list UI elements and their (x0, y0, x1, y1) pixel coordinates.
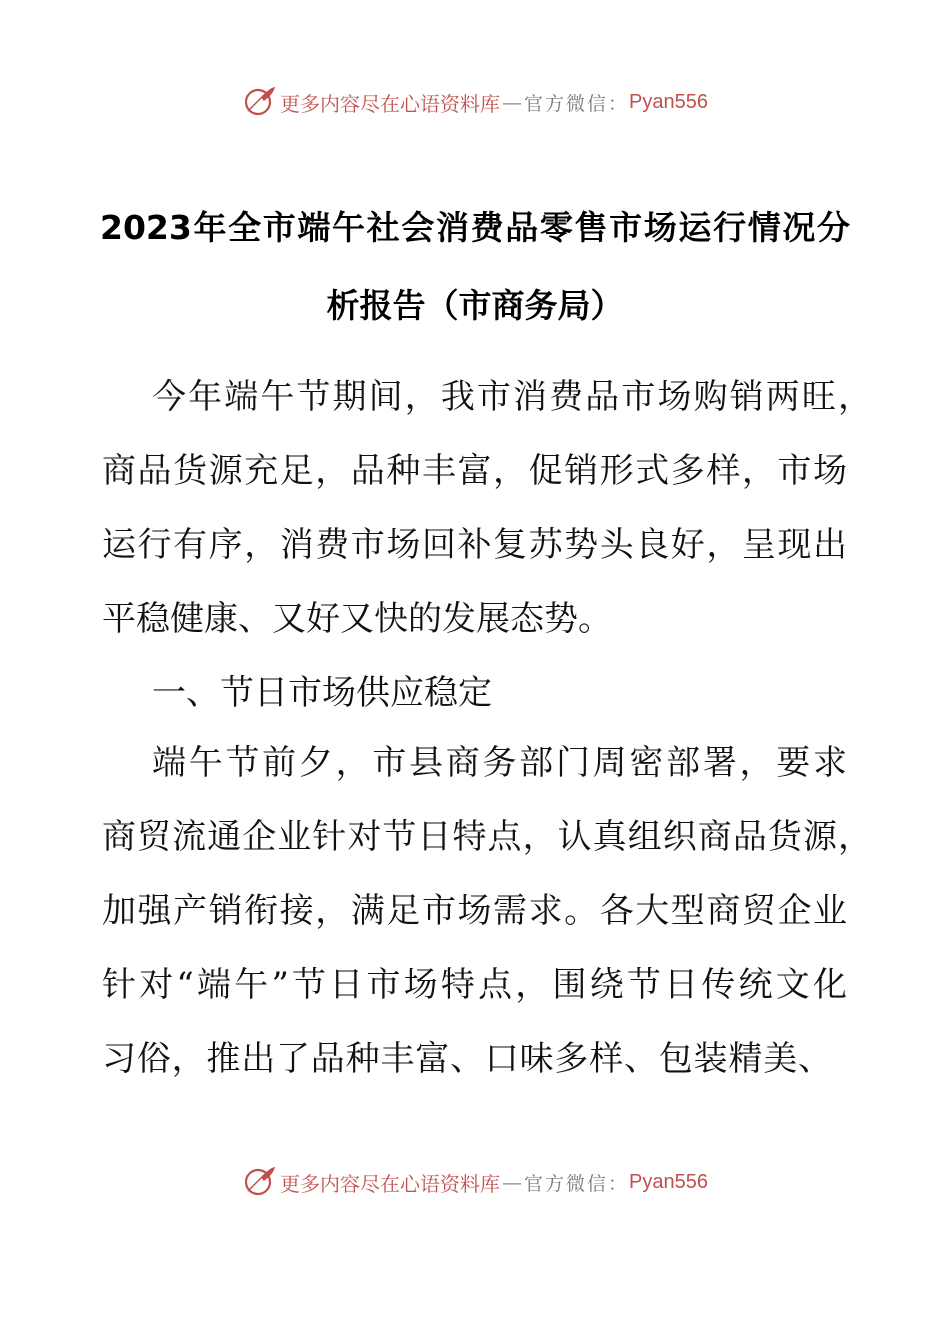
banner-wechat-id: Pyan556 (629, 1170, 708, 1193)
banner-official-label: 官方微信： (524, 1172, 630, 1195)
banner-wechat-id: Pyan556 (629, 90, 708, 113)
document-title-line-2: 析报告（市商务局） (326, 286, 624, 325)
text-line: 平稳健康、又好又快的发展态势。 (102, 599, 612, 639)
text-line: 商品货源充足，品种丰富，促销形式多样，市场 (102, 451, 847, 491)
paragraph-intro (102, 360, 872, 656)
banner-brand-text: 更多内容尽在心语资料库 (280, 91, 500, 116)
banner-dash: — (502, 1170, 522, 1194)
text-line: 习俗，推出了品种丰富、口味多样、包装精美、 (102, 1039, 832, 1079)
banner-official-label: 官方微信： (524, 92, 630, 115)
section-heading-text: 一、节日市场供应稳定 (152, 673, 492, 713)
text-line: 商贸流通企业针对节日特点，认真组织商品货源， (102, 817, 872, 857)
footer-banner (0, 1162, 950, 1202)
text-line: 端午节前夕，市县商务部门周密部署，要求 (152, 743, 847, 783)
paragraph-supply (102, 726, 872, 1096)
text-line: 针对“端午”节日市场特点，围绕节日传统文化 (102, 965, 847, 1005)
header-banner (0, 82, 950, 122)
quill-logo-icon (242, 85, 276, 119)
banner-brand-text: 更多内容尽在心语资料库 (280, 1171, 500, 1196)
banner-dash: — (502, 90, 522, 114)
text-line: 运行有序，消费市场回补复苏势头良好，呈现出 (102, 525, 847, 565)
section-heading-1 (102, 656, 872, 730)
document-title-line-1: 2023年全市端午社会消费品零售市场运行情况分 (100, 208, 850, 247)
text-line: 今年端午节期间，我市消费品市场购销两旺， (152, 377, 872, 417)
quill-logo-icon (242, 1165, 276, 1199)
text-line: 加强产销衔接，满足市场需求。各大型商贸企业 (102, 891, 847, 931)
